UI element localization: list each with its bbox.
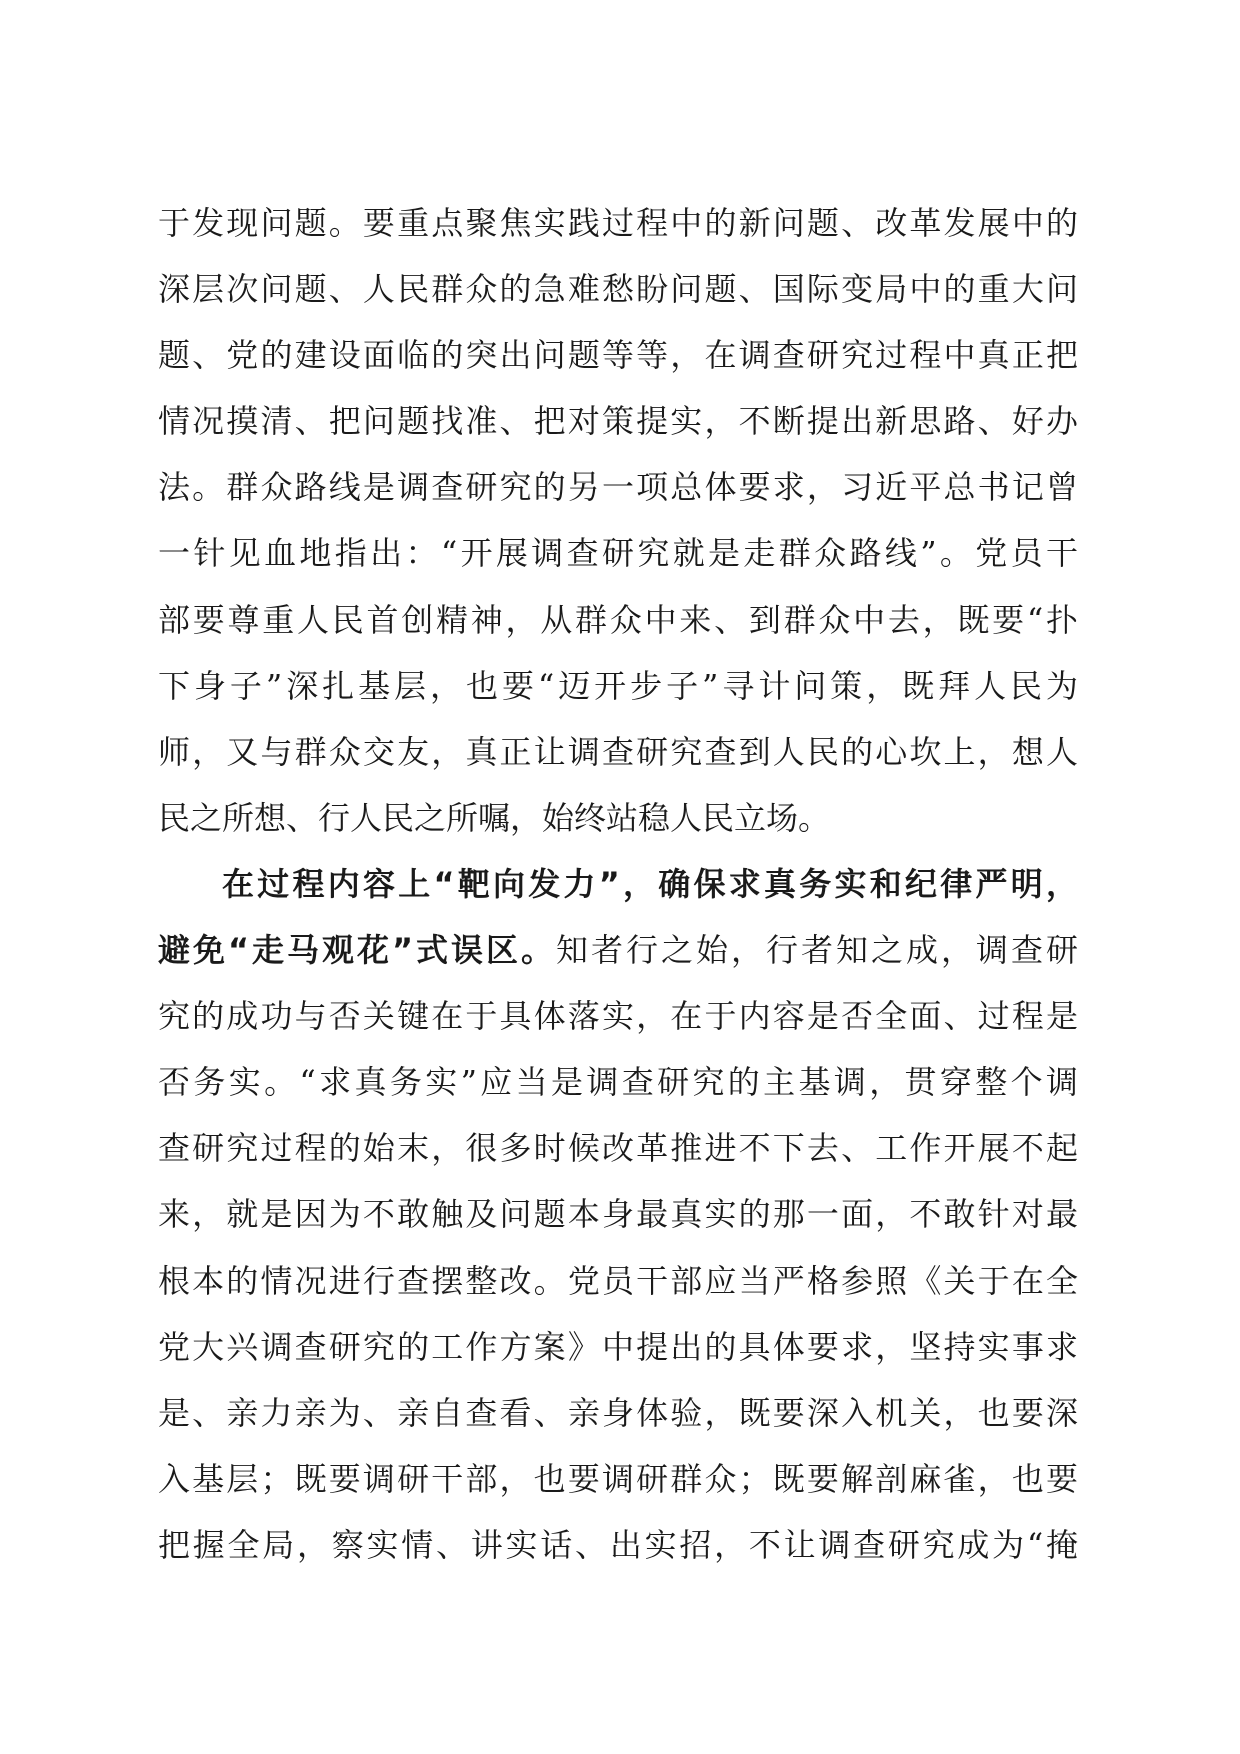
paragraph-line: 是、亲力亲为、亲自查看、亲身体验，既要深入机关，也要深 (158, 1393, 1078, 1432)
paragraph-line: 查研究过程的始末，很多时候改革推进不下去、工作开展不起 (158, 1129, 1078, 1168)
paragraph-line: 情况摸清、把问题找准、把对策提实，不断提出新思路、好办 (158, 402, 1078, 441)
paragraph-line: 入基层；既要调研干部，也要调研群众；既要解剖麻雀，也要 (158, 1459, 1078, 1498)
paragraph-line: 否务实。“求真务实”应当是调查研究的主基调，贯穿整个调 (158, 1063, 1078, 1102)
section-heading-line: 在过程内容上“靶向发力”，确保求真务实和纪律严明， (222, 864, 1078, 903)
paragraph-text: 知者行之始，行者知之成，调查研 (556, 931, 1078, 970)
paragraph-line: 一针见血地指出：“开展调查研究就是走群众路线”。党员干 (158, 534, 1078, 573)
paragraph-line: 根本的情况进行查摆整改。党员干部应当严格参照《关于在全 (158, 1261, 1078, 1300)
paragraph-line: 深层次问题、人民群众的急难愁盼问题、国际变局中的重大问 (158, 270, 1078, 309)
paragraph-line: 来，就是因为不敢触及问题本身最真实的那一面，不敢针对最 (158, 1195, 1078, 1234)
paragraph-line: 把握全局，察实情、讲实话、出实招，不让调查研究成为“掩 (158, 1525, 1078, 1564)
paragraph-line: 题、党的建设面临的突出问题等等，在调查研究过程中真正把 (158, 336, 1078, 375)
paragraph-line: 法。群众路线是调查研究的另一项总体要求，习近平总书记曾 (158, 468, 1078, 507)
paragraph-line: 党大兴调查研究的工作方案》中提出的具体要求，坚持实事求 (158, 1327, 1078, 1366)
paragraph-line: 部要尊重人民首创精神，从群众中来、到群众中去，既要“扑 (158, 600, 1078, 639)
paragraph-line: 于发现问题。要重点聚焦实践过程中的新问题、改革发展中的 (158, 204, 1078, 242)
paragraph-line: 究的成功与否关键在于具体落实，在于内容是否全面、过程是 (158, 997, 1078, 1036)
document-body (158, 190, 1078, 1578)
paragraph-line: 下身子”深扎基层，也要“迈开步子”寻计问策，既拜人民为 (158, 666, 1078, 705)
paragraph-line: 师，又与群众交友，真正让调查研究查到人民的心坎上，想人 (158, 732, 1078, 771)
section-heading-continuation-line (158, 917, 1078, 983)
paragraph-line: 民之所想、行人民之所嘱，始终站稳人民立场。 (158, 798, 831, 837)
section-heading-text: 避免“走马观花”式误区。 (158, 931, 557, 970)
